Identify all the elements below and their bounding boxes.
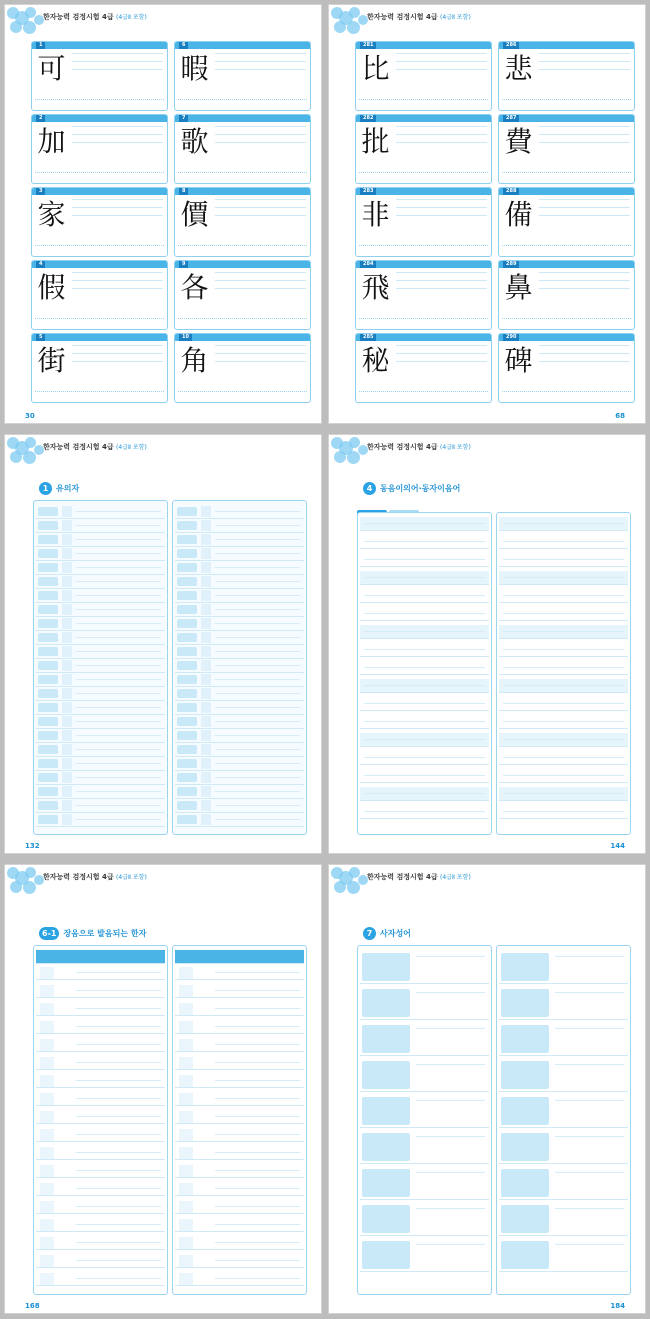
bubble-logo <box>331 437 371 467</box>
page-number: 68 <box>615 412 625 420</box>
bubble-logo <box>331 7 371 37</box>
section-heading: 6-1 장음으로 발음되는 한자 <box>39 927 146 940</box>
char-grid-left <box>31 41 309 403</box>
synonym-column-1 <box>33 500 168 835</box>
char-cell: 282 批 <box>355 114 492 184</box>
page-144 <box>328 434 646 854</box>
synonym-column-2 <box>172 500 307 835</box>
char-cell: 6 暇 <box>174 41 311 111</box>
char-cell: 3 家 <box>31 187 168 257</box>
page-68 <box>328 4 646 424</box>
long-vowel-column-2 <box>172 945 307 1295</box>
bubble-logo <box>7 867 47 897</box>
page-132 <box>4 434 322 854</box>
char-cell: 290 碑 <box>498 333 635 403</box>
char-cell: 5 街 <box>31 333 168 403</box>
char-cell: 286 悲 <box>498 41 635 111</box>
brand-title: 한자능력 검정시험 4급 (4급Ⅱ 포함) <box>367 873 471 881</box>
idiom-column-2 <box>496 945 631 1295</box>
char-cell: 284 飛 <box>355 260 492 330</box>
bubble-logo <box>7 437 47 467</box>
char-cell: 288 備 <box>498 187 635 257</box>
char-cell: 285 秘 <box>355 333 492 403</box>
bubble-logo <box>331 867 371 897</box>
page-30 <box>4 4 322 424</box>
char-cell: 287 費 <box>498 114 635 184</box>
page-number: 30 <box>25 412 35 420</box>
page-number: 184 <box>610 1302 625 1310</box>
char-cell: 8 價 <box>174 187 311 257</box>
idiom-column-1 <box>357 945 492 1295</box>
homonym-column-2 <box>496 512 631 835</box>
char-cell: 4 假 <box>31 260 168 330</box>
section-heading: 7 사자성어 <box>363 927 411 940</box>
char-cell: 289 鼻 <box>498 260 635 330</box>
page-168 <box>4 864 322 1314</box>
char-cell: 9 各 <box>174 260 311 330</box>
homonym-column-1 <box>357 512 492 835</box>
page-number: 144 <box>610 842 625 850</box>
brand-title: 한자능력 검정시험 4급 (4급Ⅱ 포함) <box>43 13 147 21</box>
brand-title: 한자능력 검정시험 4급 (4급Ⅱ 포함) <box>43 873 147 881</box>
long-vowel-column-1 <box>33 945 168 1295</box>
char-cell: 2 加 <box>31 114 168 184</box>
page-184 <box>328 864 646 1314</box>
char-cell: 1 可 <box>31 41 168 111</box>
brand-title: 한자능력 검정시험 4급 (4급Ⅱ 포함) <box>367 13 471 21</box>
char-grid-right <box>355 41 633 403</box>
brand-title: 한자능력 검정시험 4급 (4급Ⅱ 포함) <box>367 443 471 451</box>
section-heading: 4 동음이의어·동자이음어 <box>363 482 460 495</box>
char-cell: 10 角 <box>174 333 311 403</box>
page-number: 168 <box>25 1302 40 1310</box>
page-number: 132 <box>25 842 40 850</box>
brand-title: 한자능력 검정시험 4급 (4급Ⅱ 포함) <box>43 443 147 451</box>
char-cell: 7 歌 <box>174 114 311 184</box>
char-cell: 283 非 <box>355 187 492 257</box>
section-heading: 1 유의자 <box>39 482 79 495</box>
char-cell: 281 比 <box>355 41 492 111</box>
bubble-logo <box>7 7 47 37</box>
